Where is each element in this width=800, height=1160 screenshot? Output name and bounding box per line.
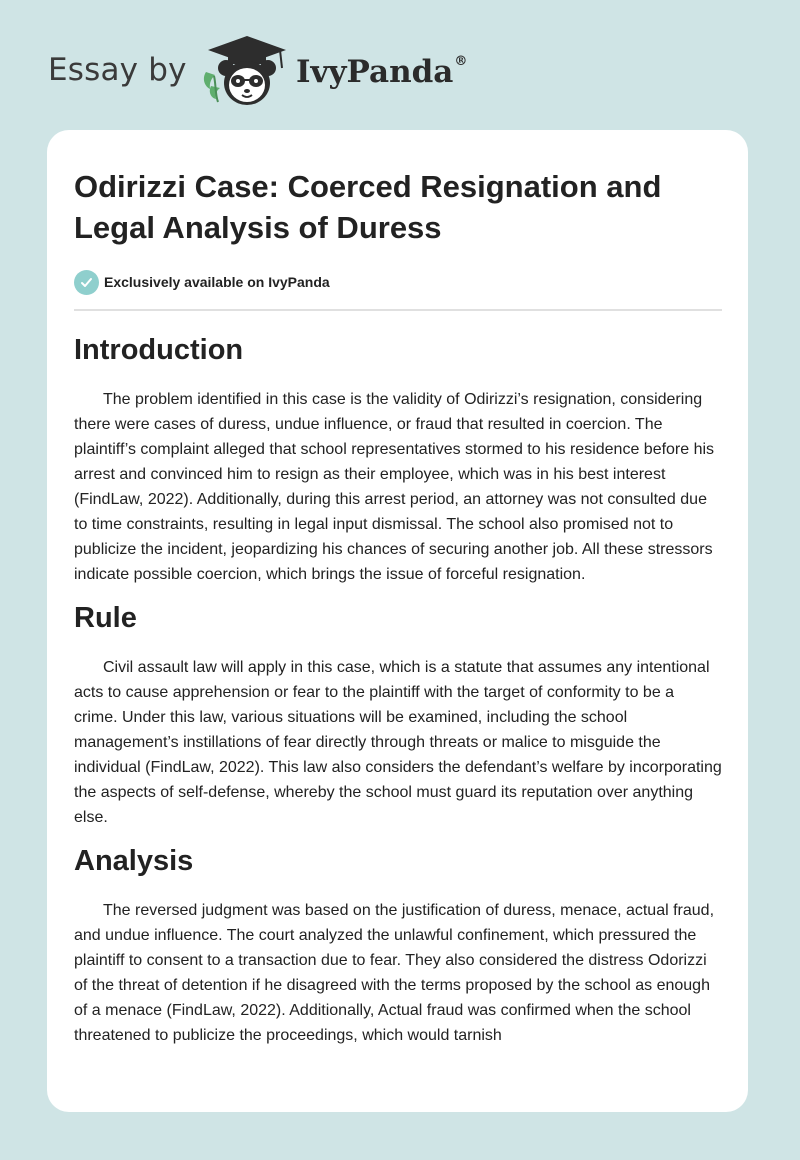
- section-paragraph: The reversed judgment was based on the justification of duress, menace, actual fraud, and undue influence. The court analyzed the unlawful confinement, which pressured the plaintiff to consent to a transaction due to fear. They also considered the distress Odorizzi of the threat of detention if he disagreed with the terms proposed by the school as enough of a menace (FindLaw, 2022). Additionally, Actual fraud was confirmed when the school threatened to publicize the proceedings, which would tarnish: [74, 902, 715, 1044]
- site-header: [0, 0, 800, 130]
- section-rule: [74, 601, 722, 830]
- registered-mark: ®: [454, 53, 468, 69]
- article-title: Odirizzi Case: Coerced Resignation and Legal Analysis of Duress: [74, 169, 662, 245]
- essay-by-label: Essay by: [48, 52, 187, 88]
- article-card: [47, 130, 748, 1112]
- divider: [74, 309, 722, 311]
- section-heading: Introduction: [74, 334, 244, 366]
- check-icon: [74, 270, 99, 295]
- brand-text: IvyPanda: [296, 54, 454, 90]
- section-paragraph: Civil assault law will apply in this case, which is a statute that assumes any intentional acts to cause apprehension or fear to the plaintiff with the target of conformity to be a crime. Under this law, various situations will be examined, including the school management’s instillations of fear directly through threats or malice to misguide the individual (FindLaw, 2022). This law also considers the defendant’s welfare by incorporating the aspects of self-defense, whereby the school must guard its reputation over anything else.: [74, 659, 722, 826]
- section-paragraph: The problem identified in this case is the validity of Odirizzi’s resignation, considering there were cases of duress, undue influence, or fraud that resulted in coercion. The plaintiff’s complaint alleged that school representatives stormed to his residence before his arrest and convinced him to resign as their employee, which was in his best interest (FindLaw, 2022). Additionally, during this arrest period, an attorney was not consulted due to time constraints, resulting in legal input dismissal. The school also promised not to publicize the incident, jeopardizing his chances of securing another job. All these stressors indicate possible coercion, which brings the issue of forceful resignation.: [74, 391, 715, 583]
- badge-label: Exclusively available on IvyPanda: [104, 274, 330, 290]
- section-heading: Analysis: [74, 845, 194, 877]
- ivypanda-logo-icon[interactable]: [200, 34, 294, 110]
- section-heading: Rule: [74, 602, 137, 634]
- section-introduction: [74, 333, 722, 587]
- brand-name[interactable]: [296, 54, 467, 90]
- section-analysis: [74, 844, 722, 1048]
- exclusive-badge: [74, 269, 722, 295]
